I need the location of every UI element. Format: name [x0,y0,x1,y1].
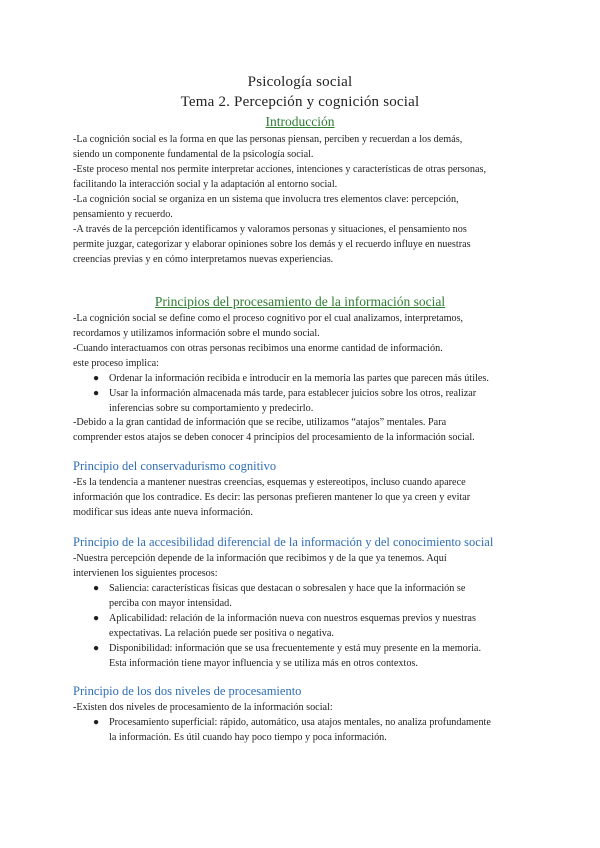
text-line: siendo un componente fundamental de la psicología social. [73,149,314,160]
document-title: Psicología social [247,74,353,90]
text-line: -La cognición social se organiza en un sistema que involucra tres elementos clave: percepción, [73,194,459,205]
section-heading-principios: Principios del procesamiento de la información social [154,294,446,309]
text-line: pensamiento y recuerdo. [73,209,173,220]
text-line: Disponibilidad: información que se usa frecuentemente y está muy presente en la memoria. [109,643,482,654]
text-line: perciba con mayor intensidad. [109,598,232,609]
text-line: -Nuestra percepción depende de la información que recibimos y de la que ya tenemos. Aquí [73,553,447,564]
text-line: -Debido a la gran cantidad de información que se recibe, utilizamos “atajos” mentales. Para [73,417,447,428]
bullet-icon: ● [93,613,100,624]
bullet-icon: ● [93,643,100,654]
text-line: este proceso implica: [73,358,159,369]
section-heading-conservadurismo: Principio del conservadurismo cognitivo [73,459,277,473]
text-line: -Existen dos niveles de procesamiento de la información social: [73,702,333,713]
accesibilidad-paragraph [73,551,533,581]
bullet-icon: ● [93,583,100,594]
text-line: Aplicabilidad: relación de la información nueva con nuestros esquemas previos y nuestras [109,613,476,624]
bullet-icon: ● [93,717,100,728]
text-line: expectativas. La relación puede ser positiva o negativa. [109,628,334,639]
text-line: -La cognición social se define como el proceso cognitivo por el cual analizamos, interpretamos, [73,313,464,324]
section-heading-accesibilidad: Principio de la accesibilidad diferencial de la información y del conocimiento social [73,535,494,549]
text-line: recordamos y utilizamos información sobre el mundo social. [73,328,320,339]
text-line: -Es la tendencia a mantener nuestras creencias, esquemas y estereotipos, incluso cuando aparece [73,477,466,488]
text-line: modificar sus ideas ante nueva información. [73,507,253,518]
text-line: -La cognición social es la forma en que las personas piensan, perciben y recuerdan a los demás, [73,134,463,145]
text-line: Esta información tiene mayor influencia y se utiliza más en otros contextos. [109,658,418,669]
text-line: permite juzgar, categorizar y elaborar opiniones sobre los demás y el recuerdo influye en nuestras [73,239,471,250]
principles-paragraph [73,311,533,371]
text-line: intervienen los siguientes procesos: [73,568,218,579]
text-line: información que los contradice. Es decir: las personas prefieren mantener lo que ya creen y evitar [73,492,471,503]
dos-niveles-paragraph [73,700,533,715]
bullet-icon: ● [93,388,100,399]
bullet-icon: ● [93,373,100,384]
text-line: -Este proceso mental nos permite interpretar acciones, intenciones y características de otras personas, [73,164,486,175]
text-line: creencias previas y en cómo interpretamos nuevas experiencias. [73,254,334,265]
text-line: -A través de la percepción identificamos y valoramos personas y situaciones, el pensamiento nos [73,224,467,235]
section-heading-introduccion: Introducción [265,114,335,129]
text-line: comprender estos atajos se deben conocer 4 principios del procesamiento de la información social. [73,432,475,443]
text-line: Saliencia: características físicas que destacan o sobresalen y hace que la información se [109,583,466,594]
text-line: la información. Es útil cuando hay poco tiempo y poca información. [109,732,387,743]
intro-paragraph [73,132,533,267]
text-line: -Cuando interactuamos con otras personas recibimos una enorme cantidad de información. [73,343,443,354]
section-heading-dos-niveles: Principio de los dos niveles de procesamiento [73,684,302,698]
text-line: Usar la información almacenada más tarde, para establecer juicios sobre los otros, realizar [109,388,477,399]
text-line: Ordenar la información recibida e introducir en la memoria las partes que parecen más útiles. [109,373,489,384]
text-line: Procesamiento superficial: rápido, automático, usa atajos mentales, no analiza profundamente [109,717,491,728]
text-line: facilitando la interacción social y la adaptación al entorno social. [73,179,338,190]
document-subtitle: Tema 2. Percepción y cognición social [180,94,420,110]
principles-after-paragraph [73,415,533,445]
conservadurismo-paragraph [73,475,533,520]
text-line: inferencias sobre su comportamiento y predecirlo. [109,403,314,414]
